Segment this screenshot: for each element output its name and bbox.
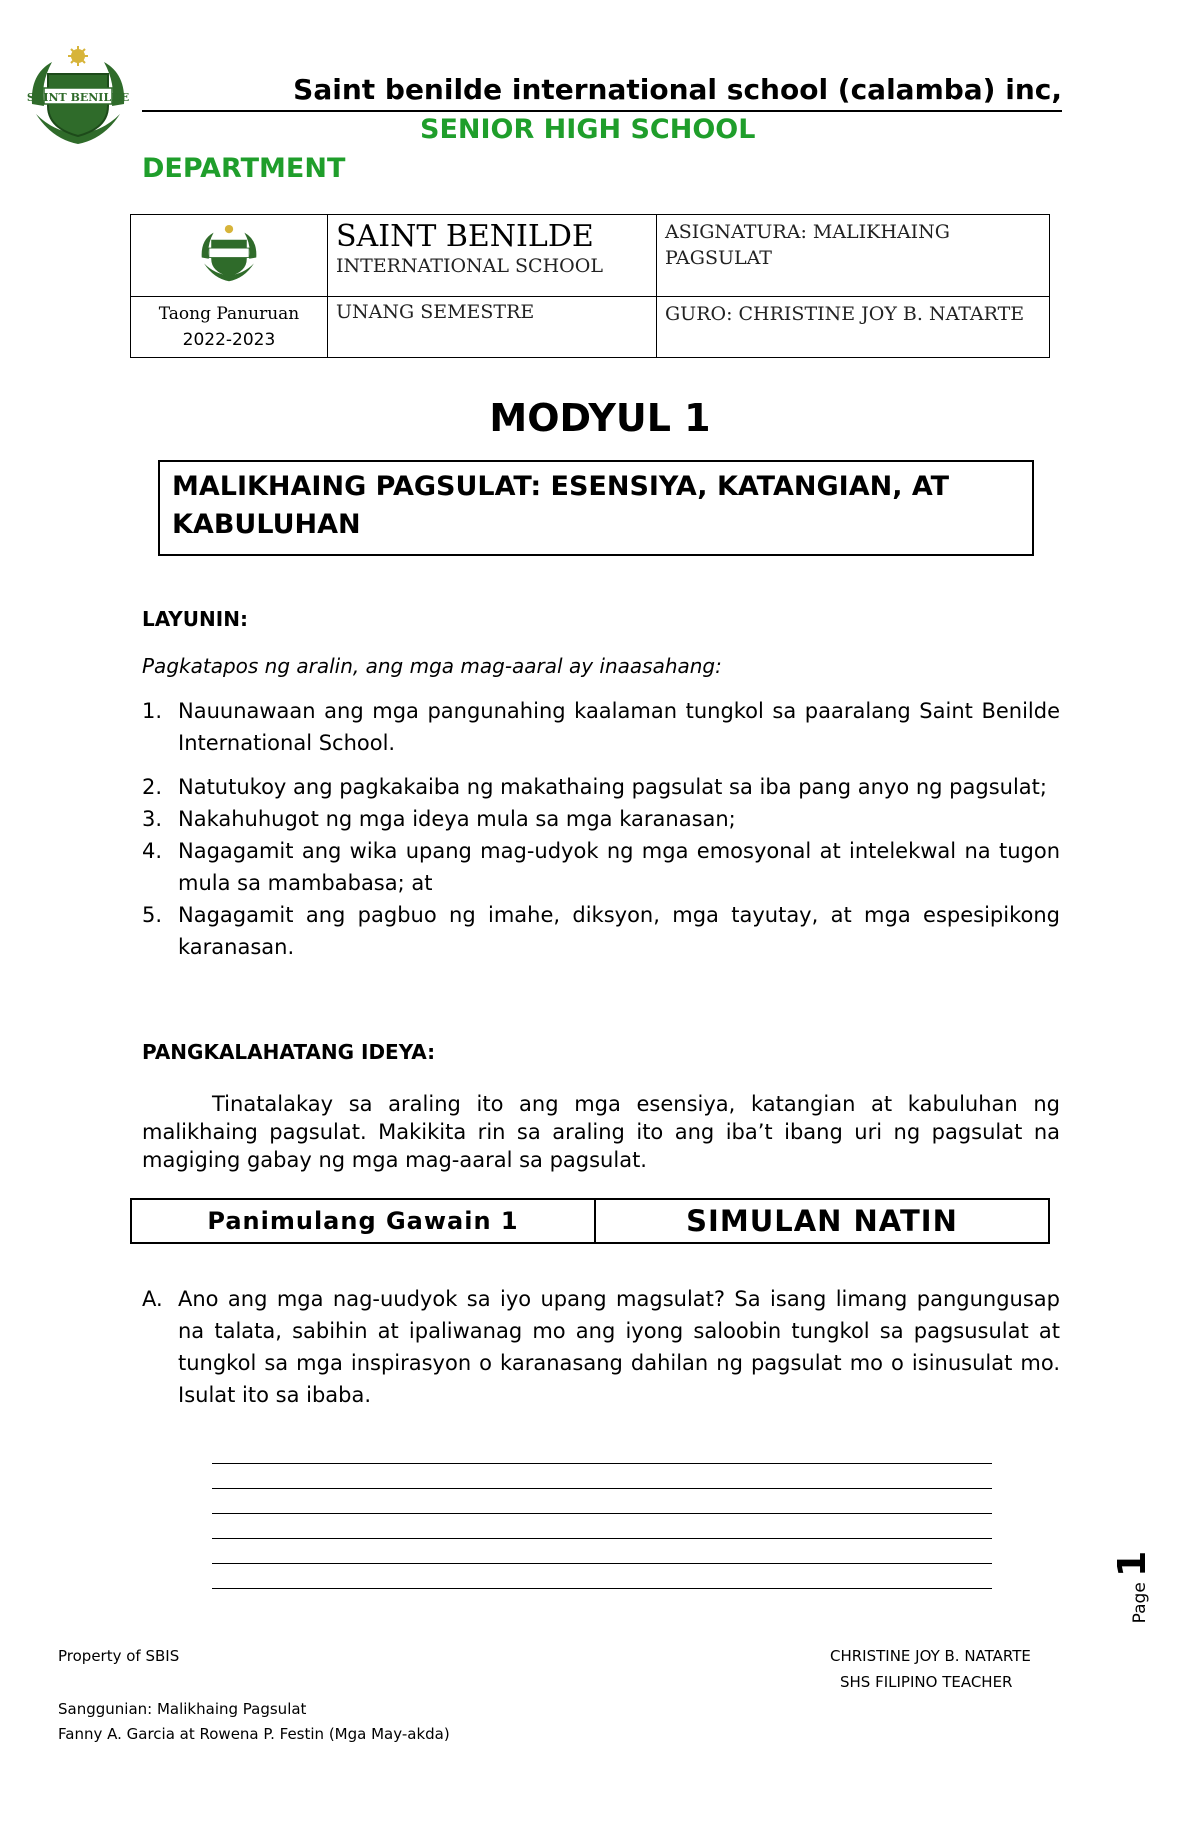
list-item: [142, 835, 1060, 899]
list-item: [142, 899, 1060, 963]
subject-cell: [657, 215, 1050, 297]
school-year-cell: [131, 297, 328, 358]
list-item-text: Nagagamit ang wika upang mag-udyok ng mga emosyonal at intelekwal na tugon mula sa mambabasa; at: [178, 839, 1060, 895]
module-number: MODYUL 1: [489, 396, 711, 440]
list-item-number: 5.: [142, 903, 163, 927]
list-item: [142, 803, 1060, 835]
answer-line[interactable]: [212, 1513, 992, 1514]
list-item-number: 2.: [142, 775, 163, 799]
answer-line[interactable]: [212, 1538, 992, 1539]
page-word: Page: [1130, 1582, 1150, 1624]
objectives-intro: Pagkatapos ng aralin, ang mga mag-aaral ay inaasahang:: [142, 654, 722, 678]
list-item-text: Natutukoy ang pagkakaiba ng makathaing pagsulat sa iba pang anyo ng pagsulat;: [178, 775, 1047, 799]
school-year-value: 2022-2023: [182, 330, 276, 350]
school-title-cell: [328, 215, 657, 297]
table-school-title: SAINT BENILDE: [336, 219, 594, 254]
question-letter: A.: [142, 1287, 163, 1311]
small-school-logo: [189, 222, 269, 286]
footer-property: Property of SBIS: [58, 1647, 180, 1665]
list-item-number: 3.: [142, 807, 163, 831]
table-school-subtitle: INTERNATIONAL SCHOOL: [336, 255, 603, 277]
list-item-number: 1.: [142, 699, 163, 723]
list-item-text: Nakahuhugot ng mga ideya mula sa mga karanasan;: [178, 807, 736, 831]
subject-label: ASIGNATURA: MALIKHAING PAGSULAT: [665, 221, 950, 269]
footer-authors: Fanny A. Garcia at Rowena P. Festin (Mga May-akda): [58, 1725, 450, 1743]
module-title: MALIKHAING PAGSULAT: ESENSIYA, KATANGIAN, AT KABULUHAN: [172, 471, 950, 540]
teacher-label: GURO: CHRISTINE JOY B. NATARTE: [665, 303, 1025, 325]
module-info-table: [130, 214, 1050, 358]
general-idea-paragraph: Tinatalakay sa araling ito ang mga esensiya, katangian at kabuluhan ng malikhaing pagsulat. Makikita rin sa araling ito ang iba’t ibang uri ng pagsulat na magiging gabay ng mga mag-aaral sa pagsulat.: [142, 1092, 1060, 1172]
footer-teacher-role: SHS FILIPINO TEACHER: [840, 1673, 1013, 1691]
semester-cell: [328, 297, 657, 358]
list-item: [142, 695, 1060, 759]
department-label: DEPARTMENT: [142, 153, 346, 184]
semester-label: UNANG SEMESTRE: [336, 301, 535, 323]
objectives-list: [142, 695, 1060, 963]
list-item-number: 4.: [142, 839, 163, 863]
list-item-text: Nauunawaan ang mga pangunahing kaalaman tungkol sa paaralang Saint Benilde International School.: [178, 699, 1060, 755]
objectives-heading: LAYUNIN:: [142, 607, 248, 631]
school-logo: [22, 44, 134, 152]
logo-text: SAINT BENILDE: [26, 91, 130, 104]
footer-reference: Sanggunian: Malikhaing Pagsulat: [58, 1700, 307, 1718]
general-idea-heading: PANGKALAHATANG IDEYA:: [142, 1040, 436, 1064]
list-item: [142, 771, 1060, 803]
question-a: [142, 1283, 1060, 1411]
list-item-text: Nagagamit ang pagbuo ng imahe, diksyon, mga tayutay, at mga espesipikong karanasan.: [178, 903, 1060, 959]
question-text: Ano ang mga nag-uudyok sa iyo upang magsulat? Sa isang limang pangungusap na talata, sabihin at ipaliwanag mo ang iyong saloobin tungkol sa pagsusulat at tungkol sa mga inspirasyon o karanasang dahilan ng pagsulat mo o isinusulat mo. Isulat ito sa ibaba.: [178, 1287, 1060, 1407]
answer-line[interactable]: [212, 1588, 992, 1589]
activity-banner: [130, 1198, 1050, 1244]
activity-title: SIMULAN NATIN: [595, 1199, 1049, 1243]
teacher-cell: [657, 297, 1050, 358]
page-number: 1: [1110, 1550, 1154, 1578]
table-logo-cell: [131, 215, 328, 297]
senior-high-school-label: SENIOR HIGH SCHOOL: [420, 114, 756, 145]
answer-line[interactable]: [212, 1463, 992, 1464]
answer-line[interactable]: [212, 1488, 992, 1489]
module-title-box: [158, 460, 1034, 556]
answer-line[interactable]: [212, 1563, 992, 1564]
activity-label: Panimulang Gawain 1: [131, 1199, 595, 1243]
page-number-label: [1112, 1535, 1152, 1625]
footer-teacher-name: CHRISTINE JOY B. NATARTE: [830, 1647, 1031, 1665]
school-year-label: Taong Panuruan: [158, 304, 300, 324]
school-name: Saint benilde international school (calamba) inc,: [142, 72, 1062, 112]
